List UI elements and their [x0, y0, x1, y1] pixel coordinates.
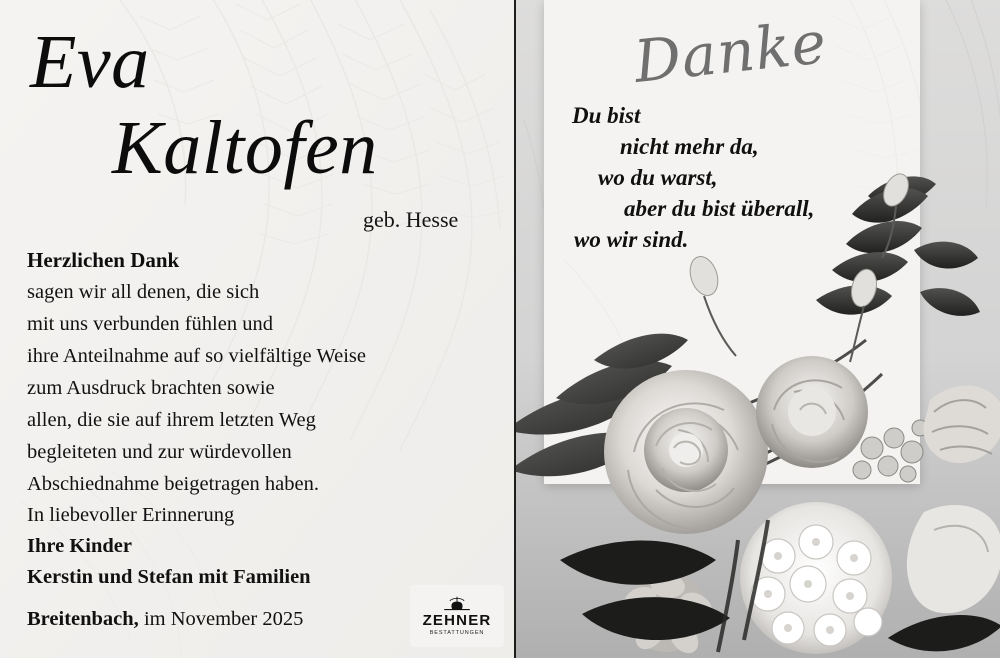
- right-photo-panel: [516, 0, 1000, 658]
- logo-company-name: ZEHNER: [422, 611, 492, 629]
- flower-bouquet-photo: [516, 0, 1000, 658]
- thanks-line: Abschiednahme beigetragen haben.: [27, 473, 320, 495]
- thanks-text-block: [27, 244, 497, 500]
- thanks-line: sagen wir all denen, die sich: [27, 281, 260, 303]
- memory-intro-line: In liebevoller Erinnerung: [27, 504, 235, 526]
- date-text: im November 2025: [138, 608, 304, 630]
- verse-line: aber du bist überall,: [624, 196, 815, 221]
- place-and-date: [27, 608, 303, 631]
- thanks-line: begleiteten und zur würdevollen: [27, 441, 292, 463]
- deceased-last-name: Kaltofen: [112, 106, 378, 190]
- verse-line: wo du warst,: [598, 165, 718, 190]
- funeral-home-logo: [410, 585, 504, 647]
- verse-line: wo wir sind.: [574, 227, 689, 252]
- deceased-first-name: Eva: [30, 20, 150, 104]
- verse-line: Du bist: [572, 103, 641, 128]
- urn-icon: [440, 596, 474, 612]
- children-names: Kerstin und Stefan mit Familien: [27, 566, 311, 588]
- maiden-name: geb. Hesse: [363, 207, 459, 232]
- thanks-line: allen, die sie auf ihrem letzten Weg: [27, 409, 316, 431]
- thanks-line: ihre Anteilnahme auf so vielfältige Weise: [27, 345, 366, 367]
- thanks-heading: Herzlichen Dank: [27, 248, 180, 272]
- thanks-line: mit uns verbunden fühlen und: [27, 313, 273, 335]
- thanks-line: zum Ausdruck brachten sowie: [27, 377, 275, 399]
- children-label: Ihre Kinder: [27, 535, 132, 557]
- danke-script-word: Danke: [630, 8, 830, 96]
- place-name: Breitenbach,: [27, 608, 139, 630]
- memory-block: [27, 500, 497, 593]
- logo-company-subtitle: BESTATTUNGEN: [429, 629, 485, 636]
- verse-line: nicht mehr da,: [620, 134, 759, 159]
